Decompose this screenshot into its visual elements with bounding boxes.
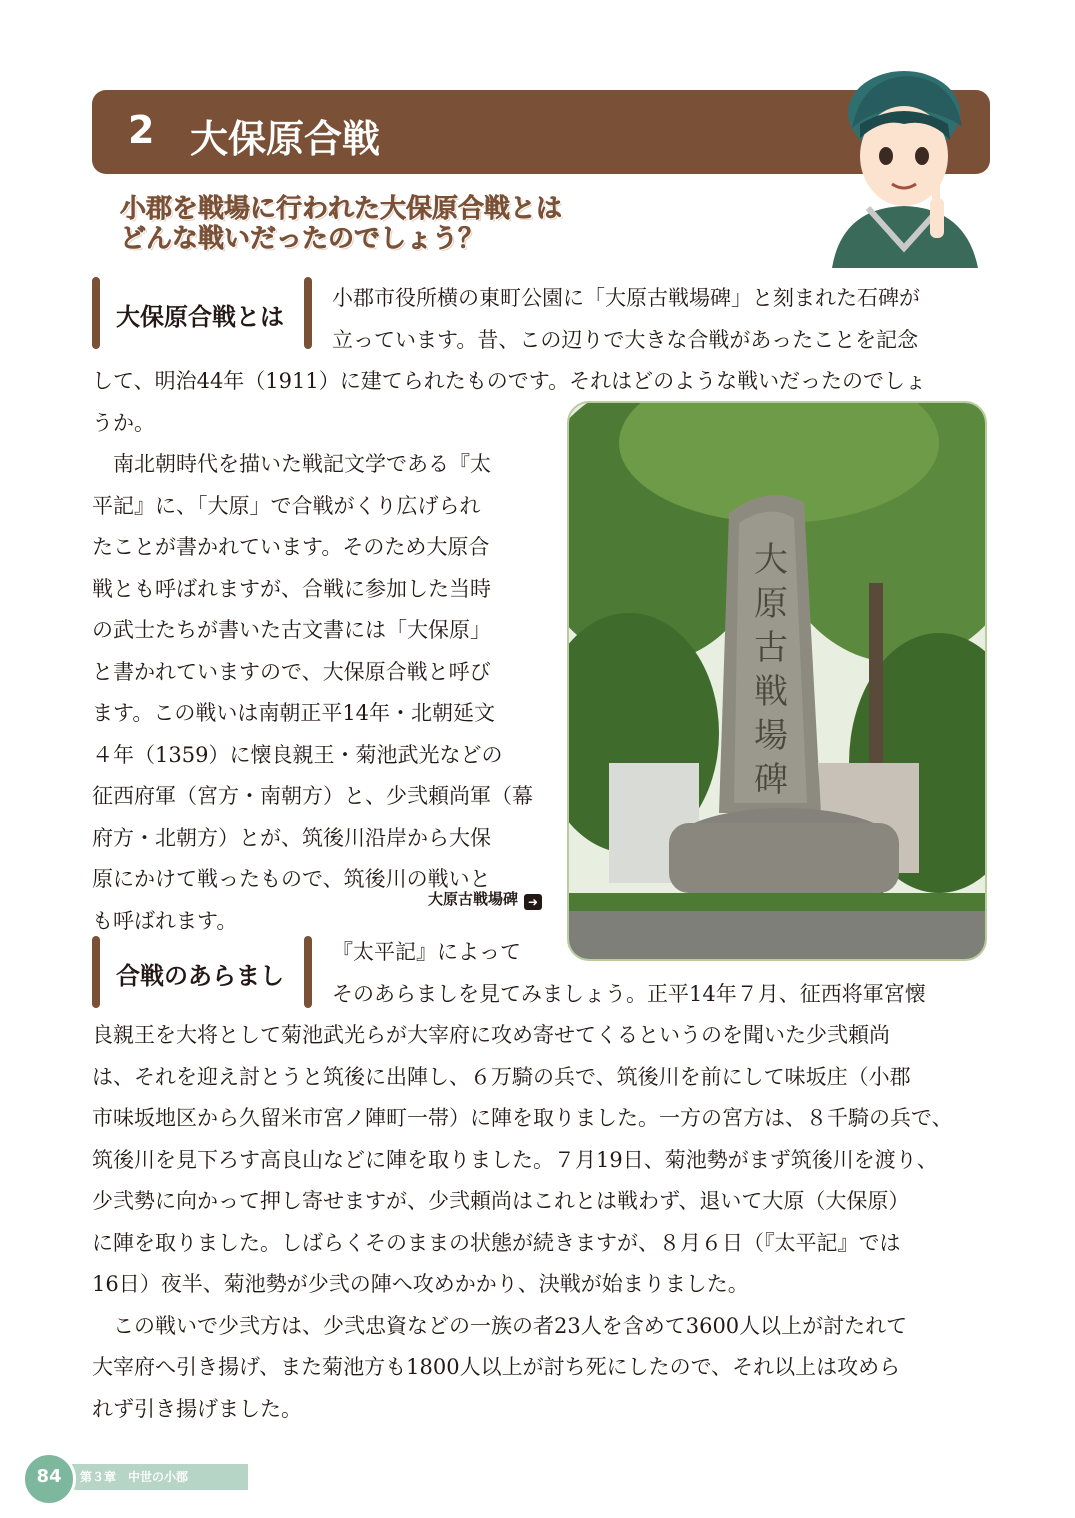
intro-paragraph-top <box>332 278 992 361</box>
section-heading-label: 大保原合戦とは <box>116 303 284 331</box>
text-line: 府方・北朝方）とが、筑後川沿岸から大保 <box>92 825 491 850</box>
text-line: 『太平記』によって <box>332 940 521 964</box>
text-line: に陣を取りました。しばらくそのままの状態が続きますが、８月６日（『太平記』では <box>92 1230 901 1255</box>
text-line: そのあらましを見てみましょう。正平14年７月、征西将軍宮懐 <box>332 981 926 1006</box>
text-line: も呼ばれます。 <box>92 908 238 933</box>
summary-paragraph-top <box>332 932 992 1015</box>
text-line: は、それを迎え討とうと筑後に出陣し、６万騎の兵で、筑後川を前にして味坂庄（小郡 <box>92 1064 911 1089</box>
text-line: と書かれていますので、大保原合戦と呼び <box>92 659 491 684</box>
text-line: この戦いで少弐方は、少弐忠資などの一族の者23人を含めて3600人以上が討たれて <box>113 1313 908 1338</box>
text-line: の武士たちが書いた古文書には「大保原」 <box>92 618 491 642</box>
mascot-illustration <box>812 58 982 268</box>
section-heading-label: 合戦のあらまし <box>116 962 284 990</box>
text-line: 南北朝時代を描いた戦記文学である『太 <box>113 452 491 476</box>
text-line: れず引き揚げました。 <box>92 1396 302 1421</box>
monument-photo-illustration <box>569 403 987 961</box>
text-line: 市味坂地区から久留米市宮ノ陣町一帯）に陣を取りました。一方の宮方は、８千騎の兵で、 <box>92 1106 953 1130</box>
arrow-right-icon: ➜ <box>524 894 542 910</box>
photo-caption <box>428 888 542 910</box>
text-line: 筑後川を見下ろす高良山などに陣を取りました。７月19日、菊池勢がまず筑後川を渡り、 <box>92 1147 938 1172</box>
text-line: 大宰府へ引き揚げ、また菊池方も1800人以上が討ち死にしたので、それ以上は攻めら <box>92 1355 901 1379</box>
text-line: 原にかけて戦ったもので、筑後川の戦いと <box>92 867 491 891</box>
summary-paragraph <box>92 1015 992 1430</box>
text-line: して、明治44年（1911）に建てられたものです。それはどのような戦いだったのでしょ <box>92 369 927 393</box>
text-line: うか。 <box>92 410 155 435</box>
section-number: 2 <box>128 108 155 152</box>
heading-bar-left <box>92 936 100 1008</box>
chapter-label: 第３章 中世の小郡 <box>80 1470 189 1484</box>
photo-caption-text: 大原古戦場碑 <box>428 890 519 908</box>
heading-bar-right <box>304 277 312 349</box>
text-line: 小郡市役所横の東町公園に「大原古戦場碑」と刻まれた石碑が <box>332 286 920 310</box>
question-line-2: どんな戦いだったのでしょう？ <box>120 224 485 254</box>
text-line: 平記』に、「大原」で合戦がくり広げられ <box>92 493 481 518</box>
text-line: 征西府軍（宮方・南朝方）と、少弐頼尚軍（幕 <box>92 784 533 808</box>
text-line: 立っています。昔、この辺りで大きな合戦があったことを記念 <box>332 327 919 352</box>
text-line: たことが書かれています。そのため大原合 <box>92 535 490 559</box>
heading-bar-left <box>92 277 100 349</box>
page-number: 84 <box>36 1466 62 1487</box>
text-line: 16日）夜半、菊池勢が少弐の陣へ攻めかかり、決戦が始まりました。 <box>92 1272 749 1296</box>
question-line-1: 小郡を戦場に行われた大保原合戦とは <box>120 194 563 224</box>
intro-column <box>92 444 552 942</box>
heading-bar-right <box>304 936 312 1008</box>
text-line: ４年（1359）に懐良親王・菊池武光などの <box>92 742 503 767</box>
text-line: 少弐勢に向かって押し寄せますが、少弐頼尚はこれとは戦わず、退いて大原（大保原） <box>92 1189 910 1213</box>
lead-question <box>120 194 562 254</box>
inscription-char: 大原古戦場碑 <box>754 540 788 800</box>
monument-photo <box>567 401 987 961</box>
text-line: 戦とも呼ばれますが、合戦に参加した当時 <box>92 576 491 601</box>
page-title: 大保原合戦 <box>190 117 381 161</box>
text-line: ます。この戦いは南朝正平14年・北朝延文 <box>92 701 496 725</box>
text-line: 良親王を大将として菊池武光らが大宰府に攻め寄せてくるというのを聞いた少弐頼尚 <box>92 1023 890 1047</box>
